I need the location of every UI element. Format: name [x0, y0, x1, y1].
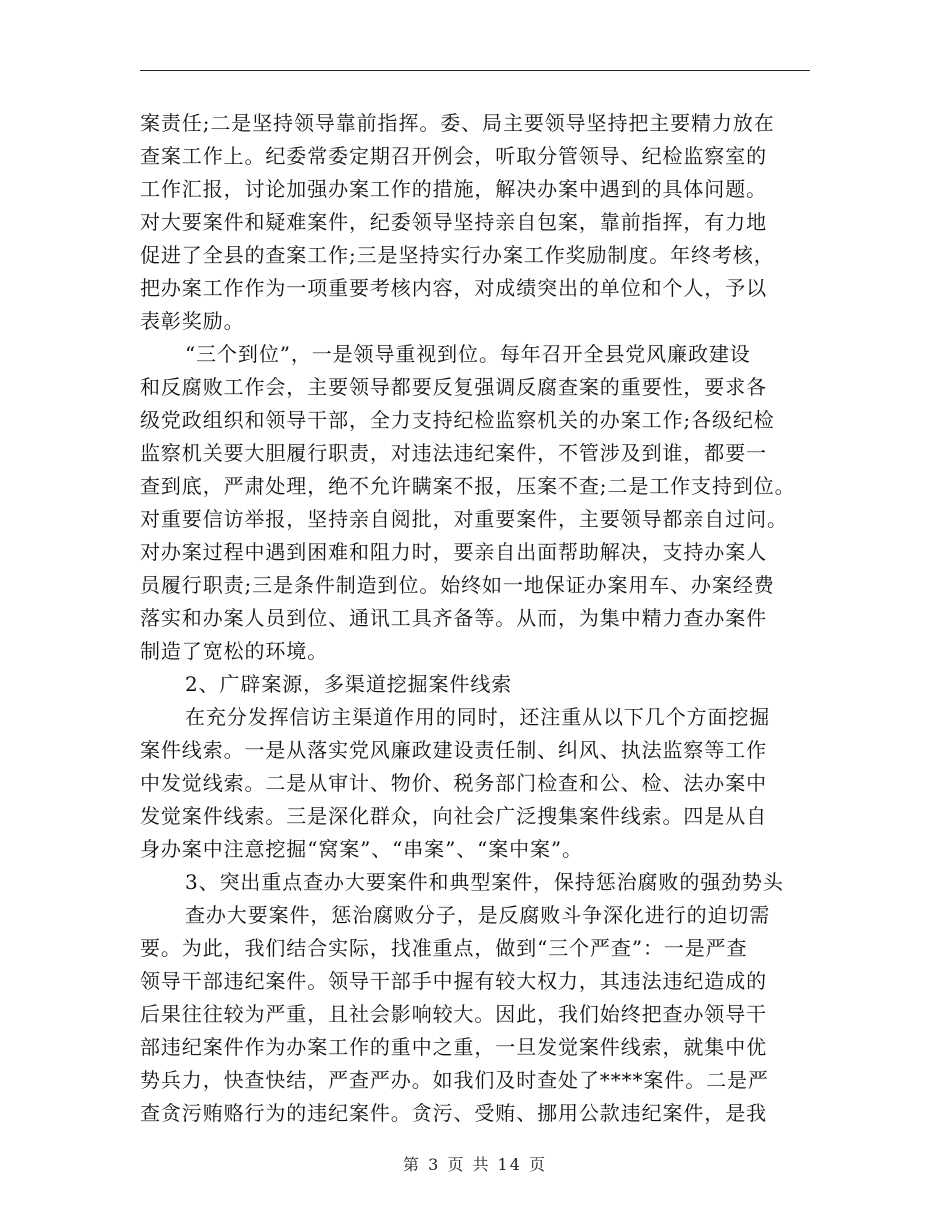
text-line: 工作汇报，讨论加强办案工作的措施，解决办案中遇到的具体问题。 — [140, 177, 767, 201]
paragraph-start-line: 查办大要案件，惩治腐败分子，是反腐败斗争深化进行的迫切需 — [185, 903, 771, 927]
text-line: 领导干部违纪案件。领导干部手中握有较大权力，其违法违纪造成的 — [140, 969, 767, 993]
text-line: 案责任;二是坚持领导靠前指挥。委、局主要领导坚持把主要精力放在 — [140, 111, 775, 135]
text-line: 级党政组织和领导干部，全力支持纪检监察机关的办案工作;各级纪检 — [140, 408, 775, 432]
text-line: 监察机关要大胆履行职责，对违法违纪案件，不管涉及到谁，都要一 — [140, 441, 767, 465]
text-line: 要。为此，我们结合实际，找准重点，做到“三个严查”：一是严查 — [140, 936, 748, 960]
text-line: 部违纪案件作为办案工作的重中之重，一旦发觉案件线索，就集中优 — [140, 1035, 767, 1059]
text-line: 查案工作上。纪委常委定期召开例会，听取分管领导、纪检监察室的 — [140, 144, 767, 168]
text-line: 和反腐败工作会，主要领导都要反复强调反腐查案的重要性，要求各 — [140, 375, 767, 399]
text-line: 把办案工作作为一项重要考核内容，对成绩突出的单位和个人，予以 — [140, 276, 767, 300]
text-line: 发觉案件线索。三是深化群众，向社会广泛搜集案件线索。四是从自 — [140, 804, 767, 828]
text-line: 促进了全县的查案工作;三是坚持实行办案工作奖励制度。年终考核， — [140, 243, 775, 267]
paragraph-start-line: 在充分发挥信访主渠道作用的同时，还注重从以下几个方面挖掘 — [185, 705, 771, 729]
text-line: 制造了宽松的环境。 — [140, 639, 329, 663]
text-line: 对重要信访举报，坚持亲自阅批，对重要案件，主要领导都亲自过问。 — [140, 507, 788, 531]
text-line: 查到底，严肃处理，绝不允许瞒案不报，压案不查;二是工作支持到位。 — [140, 474, 796, 498]
text-line: 员履行职责;三是条件制造到位。始终如一地保证办案用车、办案经费 — [140, 573, 775, 597]
text-line: 后果往往较为严重，且社会影响较大。因此，我们始终把查办领导干 — [140, 1002, 767, 1026]
text-line: 中发觉线索。二是从审计、物价、税务部门检查和公、检、法办案中 — [140, 771, 767, 795]
section-heading: 3、突出重点查办大要案件和典型案件，保持惩治腐败的强劲势头 — [185, 870, 784, 894]
paragraph-start-line: “三个到位”，一是领导重视到位。每年召开全县党风廉政建设 — [185, 342, 751, 366]
section-heading: 2、广辟案源，多渠道挖掘案件线索 — [185, 672, 513, 696]
text-line: 落实和办案人员到位、通讯工具齐备等。从而，为集中精力查办案件 — [140, 606, 767, 630]
text-line: 案件线索。一是从落实党风廉政建设责任制、纠风、执法监察等工作 — [140, 738, 767, 762]
text-line: 身办案中注意挖掘“窝案”、“串案”、“案中案”。 — [140, 837, 583, 861]
text-line: 对大要案件和疑难案件，纪委领导坚持亲自包案，靠前指挥，有力地 — [140, 210, 767, 234]
text-line: 势兵力，快查快结，严查严办。如我们及时查处了****案件。二是严 — [140, 1068, 769, 1092]
text-line: 表彰奖励。 — [140, 309, 245, 333]
text-line: 查贪污贿赂行为的违纪案件。贪污、受贿、挪用公款违纪案件，是我 — [140, 1101, 767, 1125]
text-line: 对办案过程中遇到困难和阻力时，要亲自出面帮助解决，支持办案人 — [140, 540, 767, 564]
page-number-footer: 第 3 页 共 14 页 — [403, 1155, 547, 1174]
